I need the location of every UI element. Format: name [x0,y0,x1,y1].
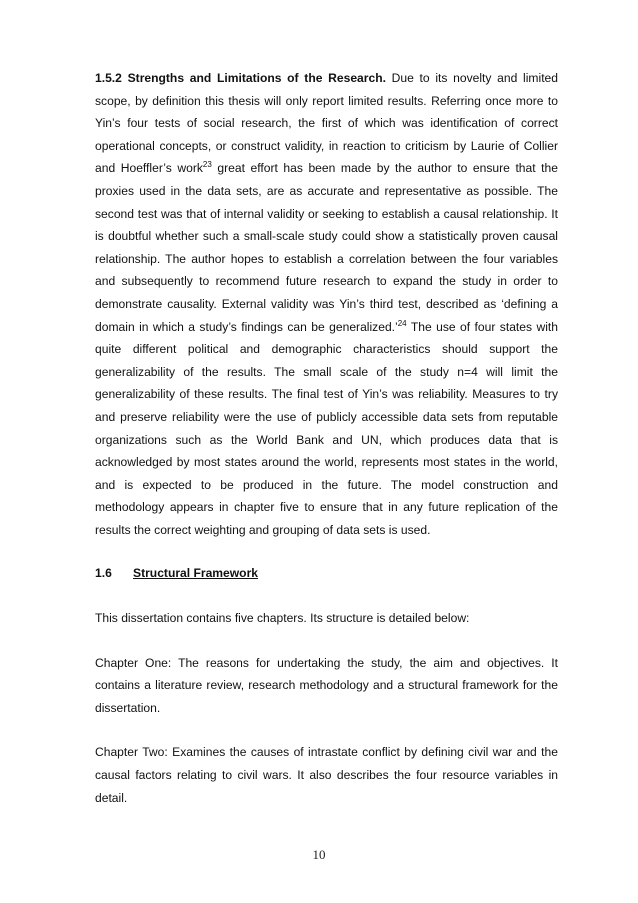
footnote-ref-24: 24 [397,318,407,328]
structure-intro-paragraph: This dissertation contains five chapters. Its structure is detailed below: [95,611,470,626]
section-1-5-2-text-part2: great effort has been made by the author to ensure that the proxies used in the data sets, are as accurate and representative as possible. The second test was that of internal validity or seeking to establish a causal relationship. It is doubtful whether such a small-scale study could show a statistically proven causal relationship. The author hopes to establish a correlation between the four variables and subsequently to recommend future research to expand the study in order to demonstrate causality. External validity was Yin’s third test, described as ‘defining a domain in which a study’s findings can be generalized.’ [95,161,558,334]
section-1-6-heading [95,562,558,585]
section-1-5-2-heading: 1.5.2 Strengths and Limitations of the Research. [95,71,386,85]
section-1-5-2-paragraph [95,67,558,541]
page-number: 10 [312,847,326,862]
section-1-5-2-text-part1: Due to its novelty and limited scope, by definition this thesis will only report limited results. Referring once more to Yin’s four tests of social research, the first of which was identification of correct operational concepts, or construct validity, in reaction to criticism by Laurie of Collier and Hoeffler’s work [95,71,559,176]
chapter-one-paragraph: Chapter One: The reasons for undertaking the study, the aim and objectives. It contains a literature review, research methodology and a structural framework for the dissertation. [95,655,558,715]
section-1-6-title: Structural Framework [133,566,259,581]
footnote-ref-23: 23 [202,160,212,170]
chapter-two-paragraph: Chapter Two: Examines the causes of intrastate conflict by defining civil war and the causal factors relating to civil wars. It also describes the four resource variables in detail. [95,745,558,805]
section-1-6-number: 1.6 [95,566,112,581]
document-page [95,67,558,809]
section-1-5-2-text-part3: The use of four states with quite different political and demographic characteristics should support the generalizability of the results. The small scale of the study n=4 will limit the generalizability of these results. The final test of Yin’s was reliability. Measures to try and preserve reliability were the use of publicly accessible data sets from reputable organizations such as the World Bank and UN, which produces data that is acknowledged by most states around the world, represents most states in the world, and is expected to be produced in the future. The model construction and methodology appears in chapter five to ensure that in any future replication of the results the correct weighting and grouping of data sets is used. [95,319,558,537]
